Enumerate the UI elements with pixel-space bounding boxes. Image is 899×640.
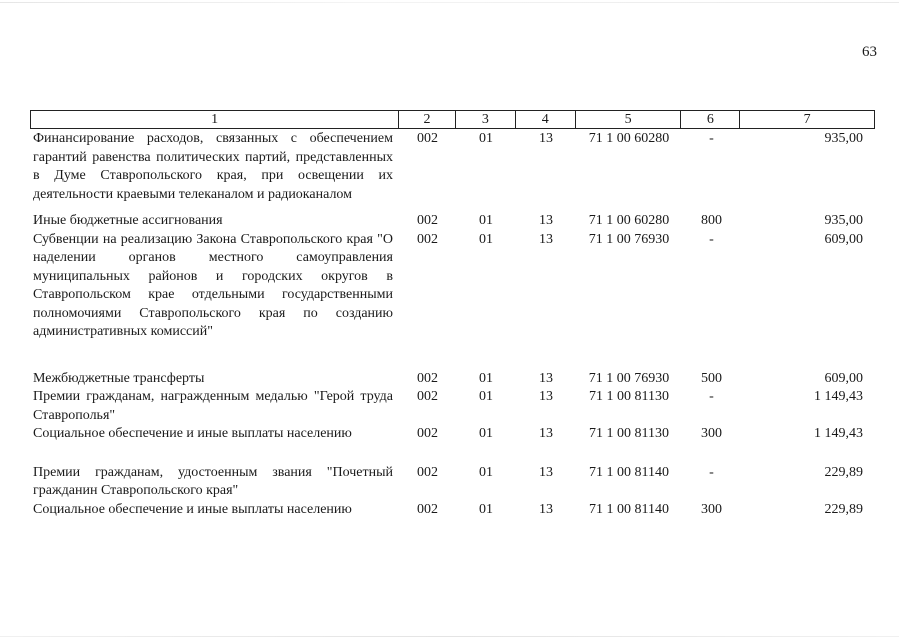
scan-edge-top (0, 2, 899, 3)
row-target-code: 71 1 00 81130 (589, 426, 669, 441)
header-col-4: 4 (516, 111, 576, 128)
row-name: Премии гражданам, удостоенным звания "Почетный гражданин Ставропольского края" (33, 464, 393, 498)
table-row (30, 130, 875, 204)
header-col-7: 7 (803, 112, 811, 127)
row-target-code: 71 1 00 76930 (588, 231, 670, 247)
row-ministry-code: 002 (417, 464, 438, 480)
row-ministry-code: 002 (417, 131, 438, 146)
table-row (30, 501, 875, 520)
header-col-2: 2 (399, 111, 456, 128)
row-target-code: 71 1 00 81130 (589, 389, 669, 404)
table-row (30, 464, 875, 501)
row-target-code: 71 1 00 76930 (588, 370, 670, 386)
row-subsection-code: 13 (539, 389, 553, 404)
row-amount: 1 149,43 (814, 389, 863, 404)
row-expense-type: 800 (701, 213, 722, 228)
scan-edge-bottom (0, 636, 899, 637)
row-section-code: 01 (479, 213, 493, 228)
row-subsection-code: 13 (539, 501, 553, 517)
table-row (30, 212, 875, 231)
row-ministry-code: 002 (417, 231, 438, 247)
row-expense-type: - (709, 389, 714, 404)
row-expense-type: - (709, 464, 714, 480)
row-subsection-code: 13 (539, 231, 553, 247)
row-amount: 935,00 (824, 131, 863, 146)
table-row (30, 388, 875, 425)
row-amount: 1 149,43 (814, 426, 863, 441)
row-ministry-code: 002 (417, 213, 438, 228)
table-header-row (30, 110, 875, 129)
row-gap (30, 342, 875, 370)
row-ministry-code: 002 (417, 370, 438, 386)
row-name: Социальное обеспечение и иные выплаты населению (33, 426, 352, 441)
row-section-code: 01 (479, 464, 493, 480)
page-number: 63 (862, 44, 877, 60)
row-name: Премии гражданам, награжденным медалью "Герой труда Ставрополья" (33, 389, 393, 423)
row-section-code: 01 (479, 131, 493, 146)
row-section-code: 01 (479, 389, 493, 404)
row-amount: 609,00 (824, 370, 863, 386)
row-gap (30, 444, 875, 464)
row-ministry-code: 002 (417, 501, 438, 517)
row-section-code: 01 (479, 370, 493, 386)
row-ministry-code: 002 (417, 389, 438, 404)
row-subsection-code: 13 (539, 464, 553, 480)
row-section-code: 01 (479, 501, 493, 517)
header-col-6: 6 (681, 111, 740, 128)
row-target-code: 71 1 00 81140 (589, 464, 669, 480)
row-expense-type: 300 (701, 426, 722, 441)
table-body (30, 130, 875, 519)
row-target-code: 71 1 00 81140 (589, 501, 669, 517)
row-expense-type: - (709, 131, 714, 146)
row-expense-type: 500 (701, 370, 722, 386)
row-ministry-code: 002 (417, 426, 438, 441)
header-col-5: 5 (576, 111, 682, 128)
row-subsection-code: 13 (539, 426, 553, 441)
row-name: Иные бюджетные ассигнования (33, 213, 223, 228)
row-subsection-code: 13 (539, 370, 553, 386)
header-col-3: 3 (456, 111, 516, 128)
table-row (30, 425, 875, 444)
row-target-code: 71 1 00 60280 (588, 213, 670, 228)
row-subsection-code: 13 (539, 131, 553, 146)
row-name: Межбюджетные трансферты (33, 370, 205, 386)
row-name: Социальное обеспечение и иные выплаты населению (33, 501, 352, 517)
table-row (30, 370, 875, 389)
row-amount: 229,89 (824, 464, 863, 480)
table-row (30, 231, 875, 342)
row-target-code: 71 1 00 60280 (588, 131, 670, 146)
row-section-code: 01 (479, 426, 493, 441)
row-subsection-code: 13 (539, 213, 553, 228)
header-col-1: 1 (31, 111, 399, 128)
row-expense-type: 300 (701, 501, 722, 517)
row-gap (30, 204, 875, 212)
row-expense-type: - (709, 231, 714, 247)
row-amount: 609,00 (824, 231, 863, 247)
row-name: Финансирование расходов, связанных с обеспечением гарантий равенства политических партий, представленных в Думе Ставропольского края, при освещении их деятельности краевыми телеканалом и радиоканалом (33, 131, 393, 202)
row-amount: 935,00 (824, 213, 863, 228)
row-name: Субвенции на реализацию Закона Ставропольского края "О наделении органов местного самоуправления муниципальных районов и городских округов в Ставропольском крае отдельными государственными полномочиями Ставропольского края по созданию административных комиссий" (33, 231, 393, 339)
row-amount: 229,89 (824, 501, 863, 517)
row-section-code: 01 (479, 231, 493, 247)
